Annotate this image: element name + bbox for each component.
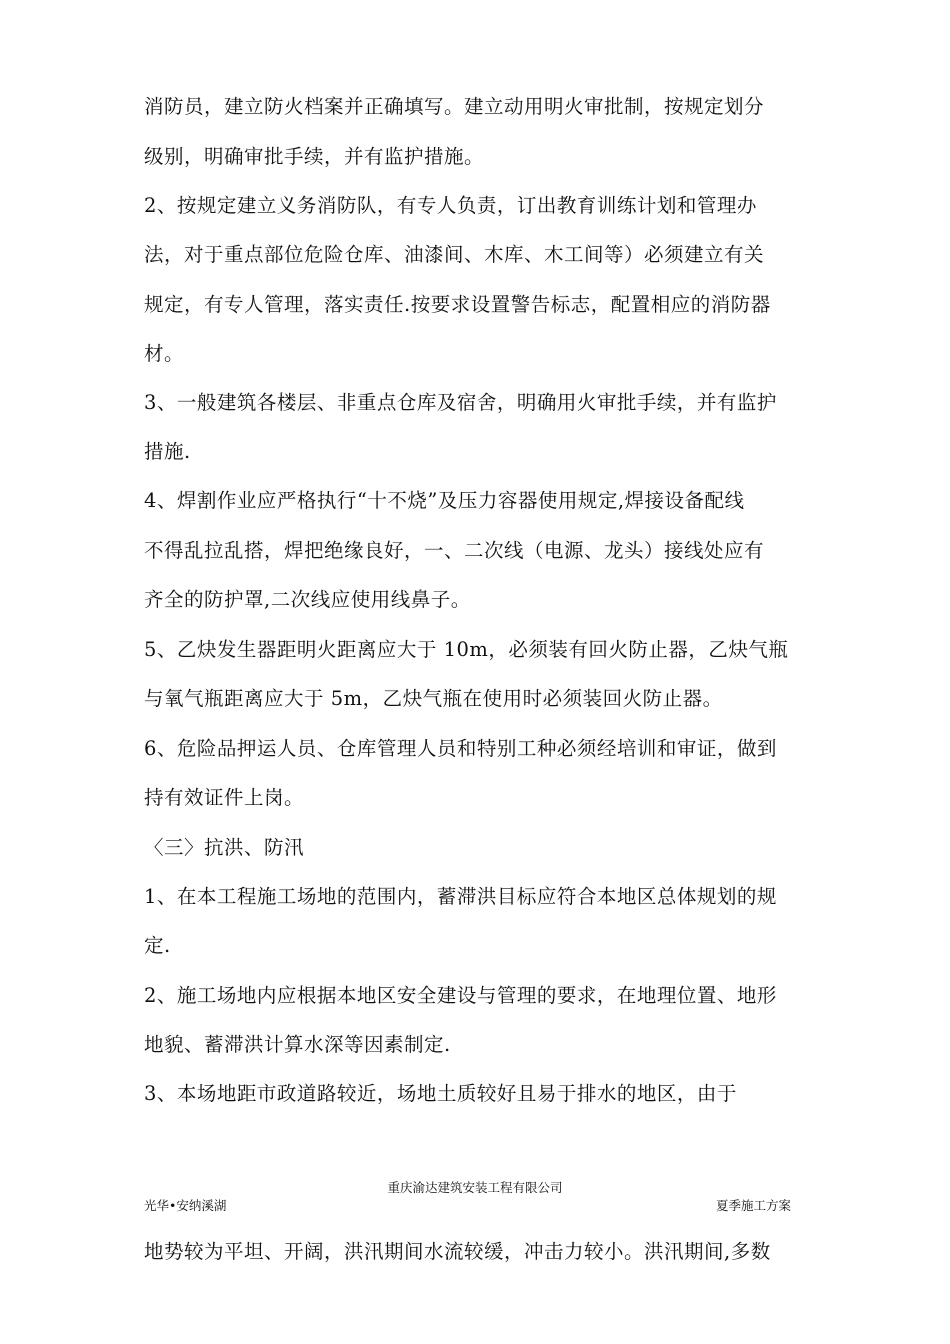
next-page-first-line: 地势较为平坦、开阔，洪汛期间水流较缓，冲击力较小。洪汛期间,多数 [144,1240,771,1263]
body-line: 不得乱拉乱搭，焊把绝缘良好，一、二次线（电源、龙头）接线处应有 [144,539,765,562]
body-line: 法，对于重点部位危险仓库、油漆间、木库、木工间等）必须建立有关 [144,243,765,266]
body-line: 2、按规定建立义务消防队，有专人负责，订出教育训练计划和管理办 [144,194,757,217]
body-line: 措施. [144,440,191,463]
body-line: 5、乙炔发生器距明火距离应大于 10m，必须装有回火防止器，乙炔气瓶 [144,638,789,661]
body-line: 3、本场地距市政道路较近，场地土质较好且易于排水的地区，由于 [144,1082,737,1105]
body-line: 6、危险品押运人员、仓库管理人员和特别工种必须经培训和审证，做到 [144,737,777,760]
body-line: 材。 [144,342,185,365]
body-line: 2、施工场地内应根据本地区安全建设与管理的要求，在地理位置、地形 [144,984,777,1007]
body-line: 定. [144,934,171,957]
footer-project-name: 光华•安纳溪湖 [144,1198,227,1213]
body-line: 级别，明确审批手续，并有监护措施。 [144,145,485,168]
footer-document-title: 夏季施工方案 [716,1198,792,1213]
body-line: 3、一般建筑各楼层、非重点仓库及宿舍，明确用火审批手续，并有监护 [144,391,777,414]
body-line: 与氧气瓶距离应大于 5m，乙炔气瓶在使用时必须装回火防止器。 [144,687,723,710]
body-line: 持有效证件上岗。 [144,786,305,809]
body-line: 4、焊割作业应严格执行“十不烧”及压力容器使用规定,焊接设备配线 [144,489,745,512]
body-line: 消防员，建立防火档案并正确填写。建立动用明火审批制，按规定划分 [144,95,765,118]
body-line: 地貌、蓄滞洪计算水深等因素制定. [144,1033,451,1056]
section-heading: 〈三〉抗洪、防汛 [144,836,305,859]
footer-company-name: 重庆渝达建筑安装工程有限公司 [387,1180,563,1195]
body-line: 齐全的防护罩,二次线应使用线鼻子。 [144,588,471,611]
body-line: 规定，有专人管理，落实责任.按要求设置警告标志，配置相应的消防器 [144,293,771,316]
body-line: 1、在本工程施工场地的范围内，蓄滞洪目标应符合本地区总体规划的规 [144,885,777,908]
